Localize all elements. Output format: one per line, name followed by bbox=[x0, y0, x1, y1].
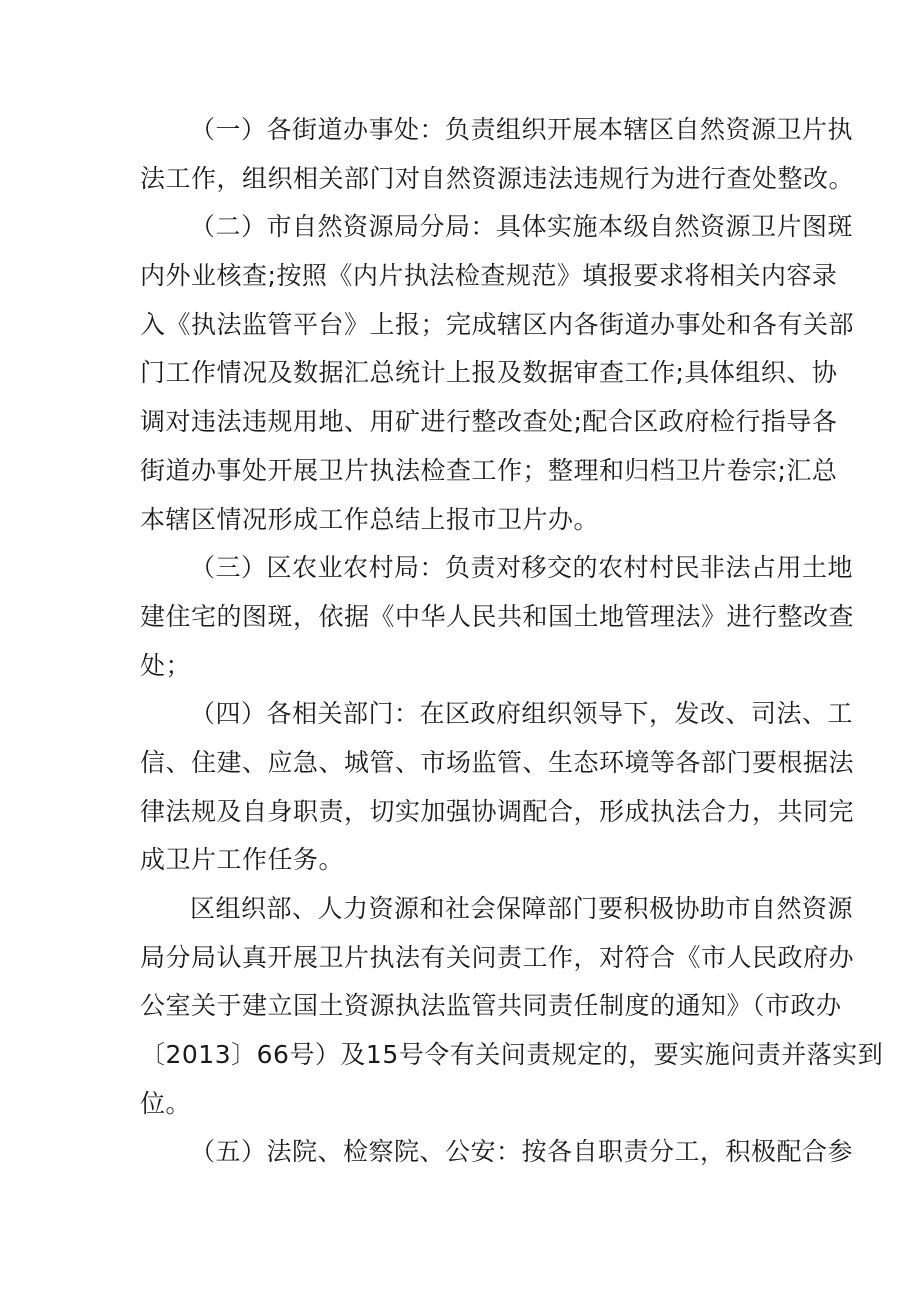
paragraph-3-line-3: 处； bbox=[140, 650, 192, 680]
paragraph-2-line-1: （二）市自然资源局分局：具体实施本级自然资源卫片图斑 bbox=[190, 212, 854, 242]
paragraph-1-line-1: （一）各街道办事处：负责组织开展本辖区自然资源卫片执 bbox=[190, 115, 854, 144]
paragraph-4-line-4: 成卫片工作任务。 bbox=[140, 845, 345, 875]
paragraph-5-line-3: 公室关于建立国土资源执法监管共同责任制度的通知》（市政办 bbox=[140, 991, 842, 1021]
paragraph-2-line-4: 门工作情况及数据汇总统计上报及数据审查工作;具体组织、协 bbox=[140, 358, 838, 388]
paragraph-5-line-1: 区组织部、人力资源和社会保障部门要积极协助市自然资源 bbox=[190, 894, 854, 923]
paragraph-2-line-5: 调对违法违规用地、用矿进行整改查处;配合区政府检行指导各 bbox=[140, 407, 838, 437]
paragraph-1-line-2: 法工作，组织相关部门对自然资源违法违规行为进行查处整改。 bbox=[140, 163, 855, 193]
paragraph-6-line-1: （五）法院、检察院、公安：按各自职责分工，积极配合参 bbox=[190, 1137, 854, 1167]
paragraph-2-line-3: 入《执法监管平台》上报；完成辖区内各街道办事处和各有关部 bbox=[140, 309, 855, 339]
paragraph-4-line-2: 信、住建、应急、城管、市场监管、生态环境等各部门要根据法 bbox=[140, 747, 855, 777]
paragraph-4-line-3: 律法规及自身职责，切实加强协调配合，形成执法合力，共同完 bbox=[140, 796, 855, 826]
paragraph-5-line-5: 位。 bbox=[140, 1088, 192, 1118]
paragraph-3-line-2: 建住宅的图斑，依据《中华人民共和国土地管理法》进行整改查 bbox=[140, 601, 855, 631]
paragraph-2-line-6: 街道办事处开展卫片执法检查工作；整理和归档卫片卷宗;汇总 bbox=[140, 455, 838, 485]
paragraph-5-line-2: 局分局认真开展卫片执法有关问责工作，对符合《市人民政府办 bbox=[140, 942, 855, 972]
paragraph-3-line-1: （三）区农业农村局：负责对移交的农村村民非法占用土地 bbox=[190, 553, 854, 583]
paragraph-4-line-1: （四）各相关部门：在区政府组织领导下，发改、司法、工 bbox=[190, 699, 854, 729]
paragraph-2-line-7: 本辖区情况形成工作总结上报市卫片办。 bbox=[140, 504, 600, 534]
paragraph-5-line-4: 〔2013〕66号）及15号令有关问责规定的，要实施问责并落实到 bbox=[140, 1040, 884, 1070]
paragraph-2-line-2: 内外业核查;按照《内片执法检查规范》填报要求将相关内容录 bbox=[140, 261, 838, 291]
document-body bbox=[140, 106, 884, 1177]
